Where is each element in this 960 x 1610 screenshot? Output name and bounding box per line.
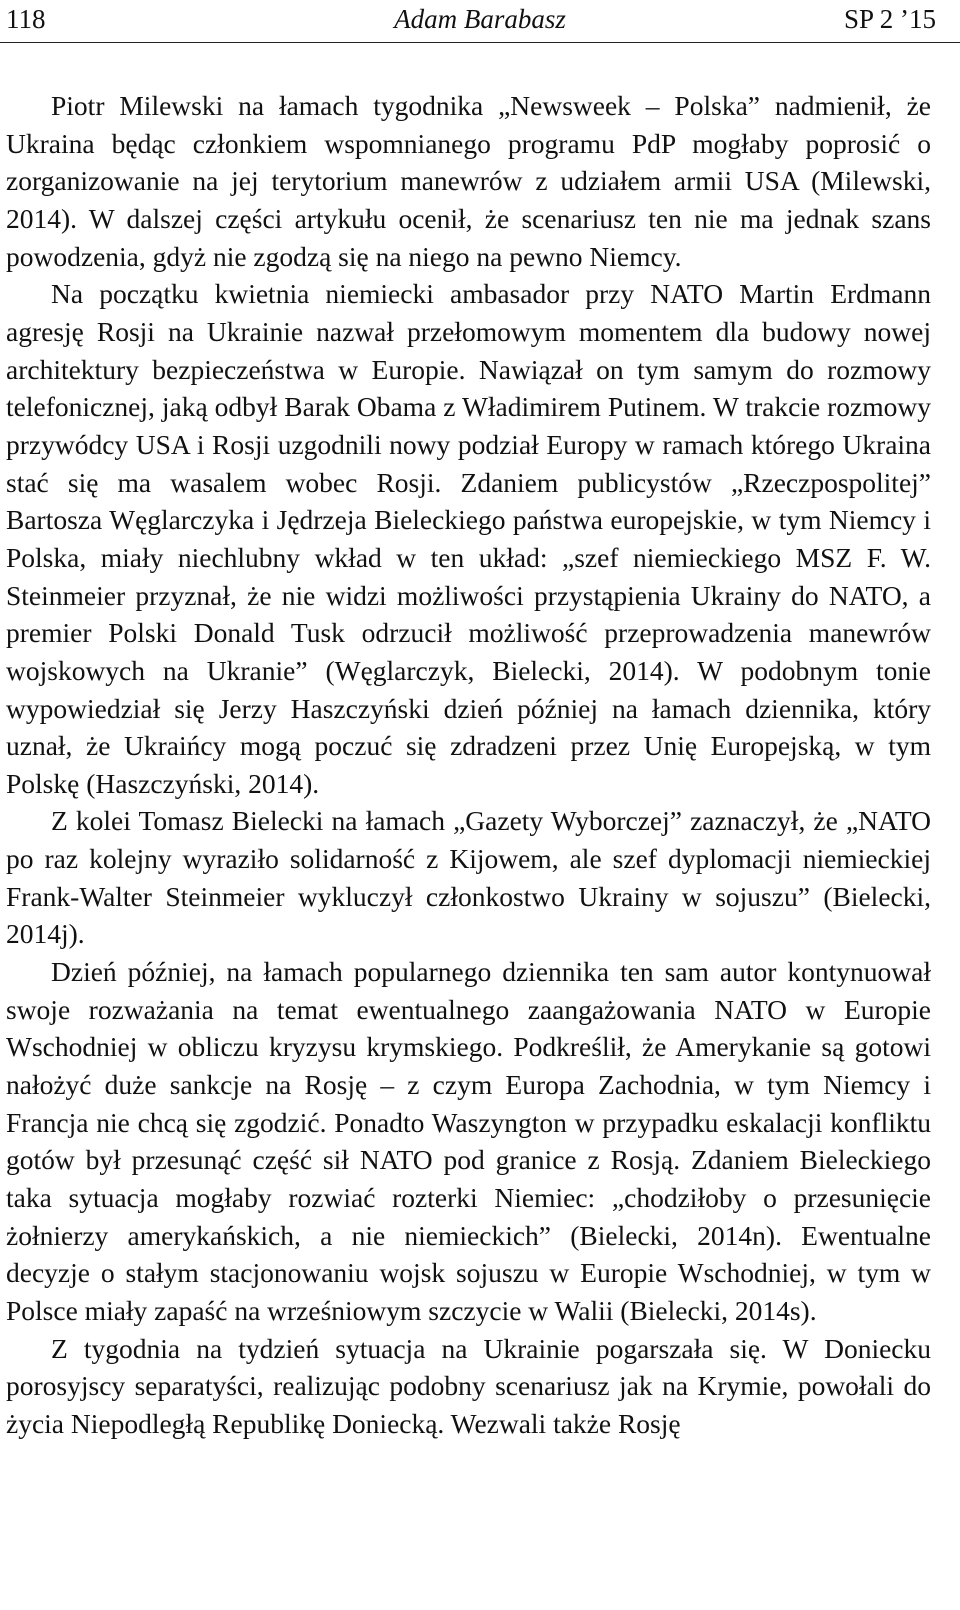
paragraph: Z kolei Tomasz Bielecki na łamach „Gazety Wyborczej” zaznaczył, że „NATO po raz kolejny wyraziło solidarność z Kijowem, ale szef dyplomacji niemieckiej Frank-Walter Steinmeier wykluczył członkostwo Ukrainy w sojuszu” (Bielecki, 2014j).	[6, 805, 931, 950]
paragraph: Dzień później, na łamach popularnego dziennika ten sam autor kontynuował swoje rozważania na temat ewentualnego zaangażowania NATO w Europie Wschodniej w obliczu kryzysu krymskiego. Podkreślił, że Amerykanie są gotowi nałożyć duże sankcje na Rosję – z czym Europa Zachodnia, w tym Niemcy i Francja nie chcą się zgodzić. Ponadto Waszyngton w przypadku eskalacji konfliktu gotów był przesunąć część sił NATO pod granice z Rosją. Zdaniem Bieleckiego taka sytuacja mogłaby rozwiać rozterki Niemiec: „chodziłoby o przesunięcie żołnierzy amerykańskich, a nie niemieckich” (Bielecki, 2014n). Ewentualne decyzje o stałym stacjonowaniu wojsk sojuszu w Europie Wschodniej, w tym w Polsce miały zapaść na wrześniowym szczycie w Walii (Bielecki, 2014s).	[6, 956, 931, 1326]
paragraph: Piotr Milewski na łamach tygodnika „Newsweek – Polska” nadmienił, że Ukraina będąc członkiem wspomnianego programu PdP mogłaby poprosić o zorganizowanie na jej terytorium manewrów z udziałem armii USA (Milewski, 2014). W dalszej części artykułu ocenił, że scenariusz ten nie ma jednak szans powodzenia, gdyż nie zgodzą się na niego na pewno Niemcy.	[6, 90, 931, 272]
running-header	[0, 0, 960, 43]
paragraph: Z tygodnia na tydzień sytuacja na Ukrainie pogarszała się. W Doniecku porosyjscy separatyści, realizując podobny scenariusz jak na Krymie, powołali do życia Niepodległą Republikę Doniecką. Wezwali także Rosję	[6, 1332, 931, 1439]
journal-issue: SP 2 ’15	[843, 4, 936, 34]
page-number: 118	[6, 4, 46, 34]
article-body	[6, 87, 931, 1443]
paragraph: Na początku kwietnia niemiecki ambasador przy NATO Martin Erdmann agresję Rosji na Ukrainie nazwał przełomowym momentem dla budowy nowej architektury bezpieczeństwa w Europie. Nawiązał on tym samym do rozmowy telefonicznej, jaką odbył Barak Obama z Władimirem Putinem. W trakcie rozmowy przywódcy USA i Rosji uzgodnili nowy podział Europy w ramach którego Ukraina stać się ma wasalem wobec Rosji. Zdaniem publicystów „Rzeczpospolitej” Bartosza Węglarczyka i Jędrzeja Bieleckiego państwa europejskie, w tym Niemcy i Polska, miały niechlubny wkład w ten układ: „szef niemieckiego MSZ F. W. Steinmeier przyznał, że nie widzi możliwości przystąpienia Ukrainy do NATO, a premier Polski Donald Tusk odrzucił możliwość przeprowadzenia manewrów wojskowych na Ukranie” (Węglarczyk, Bielecki, 2014). W podobnym tonie wypowiedział się Jerzy Haszczyński dzień później na łamach dziennika, który uznał, że Ukraińcy mogą poczuć się zdradzeni przez Unię Europejską, w tym Polskę (Haszczyński, 2014).	[6, 278, 931, 799]
running-author: Adam Barabasz	[394, 4, 566, 34]
